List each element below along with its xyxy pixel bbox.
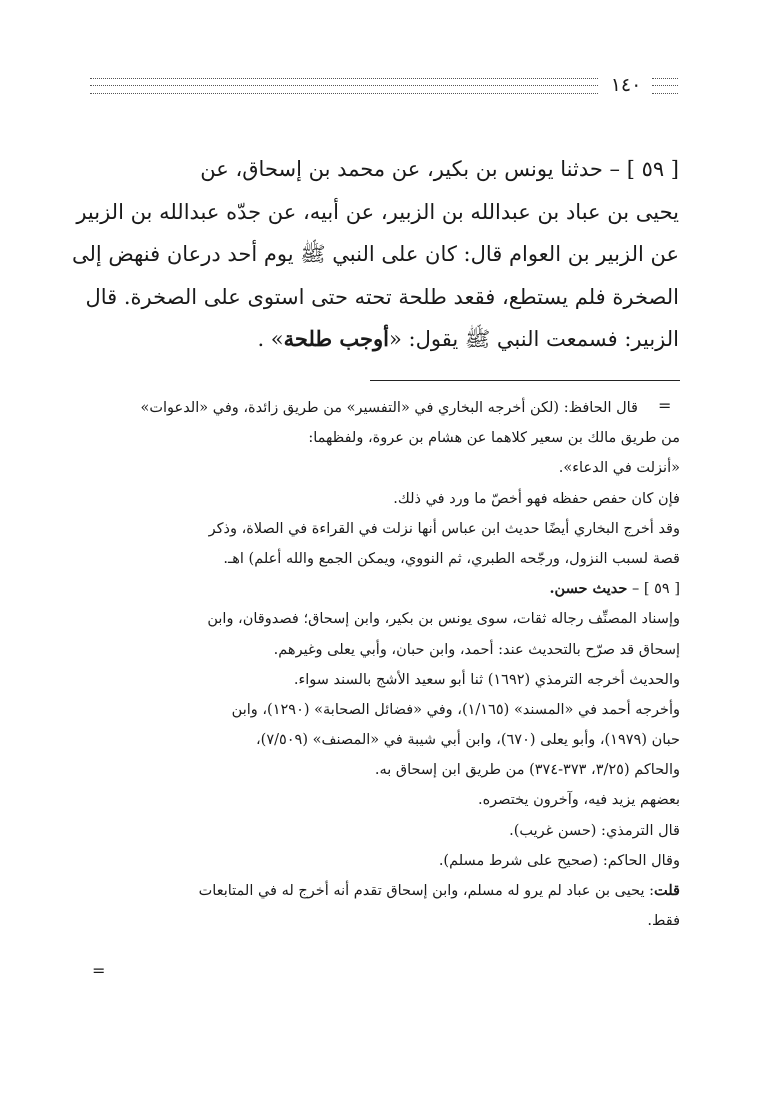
footnotes <box>90 393 680 936</box>
footnote-line: وإسناد المصنِّف رجاله ثقات، سوى يونس بن بكير، وابن إسحاق؛ فصدوقان، وابن <box>207 611 680 628</box>
header-rule-short <box>652 78 678 94</box>
footnote-line: فإن كان حفص حفظه فهو أخصّ ما ورد في ذلك. <box>393 490 680 507</box>
footnote-line: «أنزلت في الدعاء». <box>558 460 680 477</box>
page-number: ١٤٠ <box>610 74 642 96</box>
footnote-divider <box>370 380 680 381</box>
qultu-line <box>90 876 680 906</box>
footnote-line: وقال الحاكم: (صحيح على شرط مسلم). <box>438 852 680 869</box>
main-hadith-text <box>71 148 679 361</box>
footnote-line: والحديث أخرجه الترمذي (١٦٩٢) ثنا أبو سعيد الأشج بالسند سواء. <box>293 671 680 688</box>
main-text-line: عن الزبير بن العوام قال: كان على النبي ﷺ يوم أحد درعان فنهض إلى <box>71 242 679 266</box>
continuation-mark-bottom: = <box>92 961 106 980</box>
main-text-bold-quote: أوجب طلحة <box>283 326 390 351</box>
footnote-line: قال الترمذي: (حسن غريب). <box>509 822 680 839</box>
hadith-heading <box>90 574 680 604</box>
main-text-prefix: الزبير: فسمعت النبي ﷺ يقول: « <box>389 327 679 351</box>
footnote-line: والحاكم (٣/٢٥، ٣٧٣-٣٧٤) من طريق ابن إسحاق به. <box>374 762 680 779</box>
main-text-line-last <box>86 318 679 361</box>
footnote-line: قال الحافظ: (لكن أخرجه البخاري في «التفسير» من طريق زائدة، وفي «الدعوات» <box>140 400 638 416</box>
footnote-line: قصة لسبب النزول، ورجّحه الطبري، ثم النووي، ويمكن الجمع والله أعلم) اهـ. <box>223 550 680 567</box>
footnote-line: وأخرجه أحمد في «المسند» (١/١٦٥)، وفي «فضائل الصحابة» (١٢٩٠)، وابن <box>231 701 680 718</box>
footnote-line: حبان (١٩٧٩)، وأبو يعلى (٦٧٠)، وابن أبي شيبة في «المصنف» (٧/٥٠٩)، <box>255 732 680 749</box>
main-text-suffix: » . <box>257 327 284 351</box>
hadith-heading-number: [ ٥٩ ] – <box>632 581 680 598</box>
hadith-heading-label: حديث حسن. <box>549 580 628 598</box>
qultu-label: قلت <box>654 882 680 899</box>
main-text-line: يحيى بن عباد بن عبدالله بن الزبير، عن أبيه، عن جدّه عبدالله بن الزبير <box>76 199 679 224</box>
qultu-text: : يحيى بن عباد لم يرو له مسلم، وابن إسحاق تقدم أنه أخرج له في المتابعات <box>198 883 655 899</box>
footnote-line: إسحاق قد صرّح بالتحديث عند: أحمد، وابن حبان، وأبي يعلى وغيرهم. <box>273 641 680 658</box>
footnote-line: وقد أخرج البخاري أيضًا حديث ابن عباس أنها نزلت في القراءة في الصلاة، وذكر <box>208 520 680 537</box>
footnote-line-last: فقط. <box>647 913 680 930</box>
footnote-line: من طريق مالك بن سعير كلاهما عن هشام بن عروة، ولفظهما: <box>308 430 680 447</box>
continuation-mark-top: = <box>658 396 672 415</box>
main-text-line: الصخرة فلم يستطع، فقعد طلحة تحته حتى استوى على الصخرة. قال <box>85 284 679 309</box>
main-text-line: [ ٥٩ ] – حدثنا يونس بن بكير، عن محمد بن إسحاق، عن <box>200 157 679 181</box>
footnote-line: بعضهم يزيد فيه، وآخرون يختصره. <box>477 792 680 809</box>
header-rule <box>90 78 598 94</box>
